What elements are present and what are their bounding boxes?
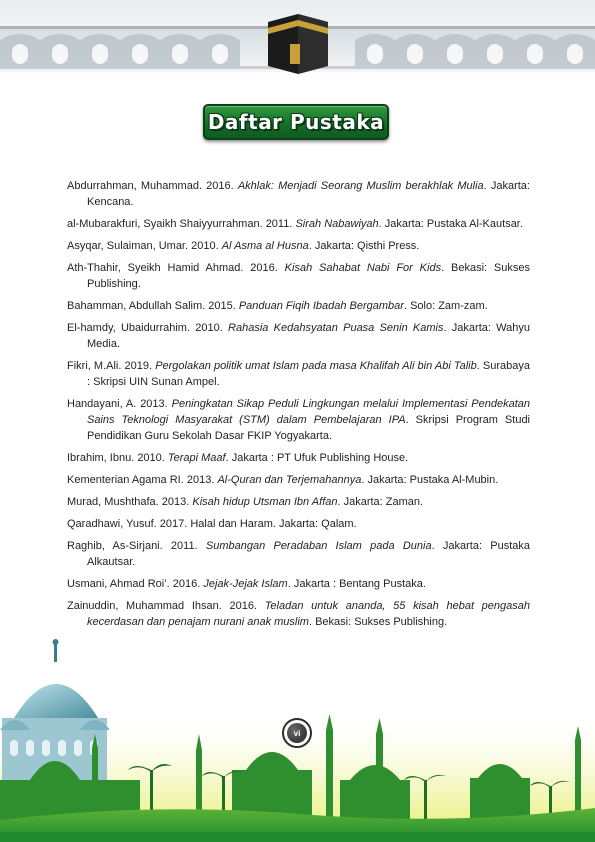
reference-list: [67, 178, 530, 636]
reference-entry: Fikri, M.Ali. 2019. Pergolakan politik umat Islam pada masa Khalifah Ali bin Abi Talib. Surabaya : Skripsi UIN Sunan Ampel.: [67, 360, 530, 388]
reference-entry: Qaradhawi, Yusuf. 2017. Halal dan Haram. Jakarta: Qalam.: [67, 518, 357, 530]
reference-entry: Murad, Mushthafa. 2013. Kisah hidup Utsman Ibn Affan. Jakarta: Zaman.: [67, 496, 424, 508]
reference-entry: Handayani, A. 2013. Peningkatan Sikap Peduli Lingkungan melalui Implementasi Pendekatan Sains Teknologi Masyarakat (STM) dalam Pembelajaran IPA. Skripsi Program Studi Pendidikan Guru Sekolah Dasar FKIP Yogyakarta.: [67, 398, 531, 442]
reference-entry: Usmani, Ahmad Roi’. 2016. Jejak-Jejak Islam. Jakarta : Bentang Pustaka.: [67, 578, 426, 590]
reference-entry: Asyqar, Sulaiman, Umar. 2010. Al Asma al Husna. Jakarta: Qisthi Press.: [67, 240, 420, 252]
reference-entry: Abdurrahman, Muhammad. 2016. Akhlak: Menjadi Seorang Muslim berakhlak Mulia. Jakarta: Kencana.: [67, 180, 530, 208]
reference-entry: Raghib, As-Sirjani. 2011. Sumbangan Peradaban Islam pada Dunia. Jakarta: Pustaka Alkautsar.: [67, 540, 530, 568]
masjid-arches-illustration: [0, 0, 595, 80]
kaaba-icon: [268, 14, 328, 74]
page-number-badge: [282, 718, 312, 748]
page-number: vi: [293, 728, 301, 738]
reference-entry: al-Mubarakfuri, Syaikh Shaiyyurrahman. 2011. Sirah Nabawiyah. Jakarta: Pustaka Al-Kautsar.: [67, 218, 523, 230]
header-banner: [0, 0, 595, 80]
reference-entry: Ibrahim, Ibnu. 2010. Terapi Maaf. Jakarta : PT Ufuk Publishing House.: [67, 452, 409, 464]
reference-entry: Kementerian Agama RI. 2013. Al-Quran dan Terjemahannya. Jakarta: Pustaka Al-Mubin.: [67, 474, 499, 486]
page-title: Daftar Pustaka: [207, 110, 385, 134]
reference-entry: Bahamman, Abdullah Salim. 2015. Panduan Fiqih Ibadah Bergambar. Solo: Zam-zam.: [67, 300, 488, 312]
reference-entry: Ath-Thahir, Syeikh Hamid Ahmad. 2016. Kisah Sahabat Nabi For Kids. Bekasi: Sukses Publishing.: [67, 262, 530, 290]
page-title-banner: [203, 104, 389, 140]
reference-entry: Zainuddin, Muhammad Ihsan. 2016. Teladan untuk ananda, 55 kisah hebat pengasah kecerdasan dan penajam nurani anak muslim. Bekasi: Sukses Publishing.: [67, 600, 531, 628]
reference-entry: El-hamdy, Ubaidurrahim. 2010. Rahasia Kedahsyatan Puasa Senin Kamis. Jakarta: Wahyu Media.: [67, 322, 531, 350]
